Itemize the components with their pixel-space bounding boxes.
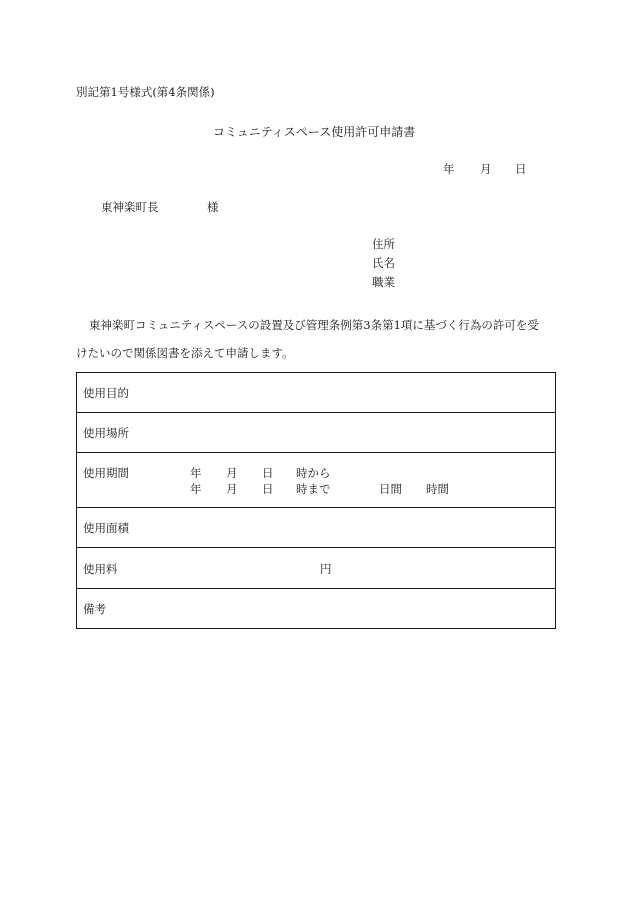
application-table — [76, 372, 556, 629]
period-from-day: 日 — [262, 466, 274, 480]
remarks-label: 備考 — [83, 601, 106, 616]
period-to-month: 月 — [226, 482, 238, 496]
period-to-year: 年 — [190, 482, 202, 496]
period-from-month: 月 — [226, 466, 238, 480]
date-year: 年 — [443, 162, 455, 176]
table-row-purpose — [77, 373, 556, 413]
period-hours: 時間 — [426, 482, 449, 496]
period-from-year: 年 — [190, 466, 202, 480]
area-label: 使用面積 — [83, 520, 129, 535]
period-from-time: 時から — [296, 466, 331, 480]
addressee-honorific: 様 — [207, 200, 219, 214]
addressee-name: 東神楽町長 — [101, 200, 159, 214]
table-row-area — [77, 508, 556, 548]
applicant-name-label: 氏名 — [372, 256, 395, 270]
document-title: コミュニティスペース使用許可申請書 — [213, 125, 416, 139]
fee-unit: 円 — [320, 562, 332, 576]
period-to-day: 日 — [262, 482, 274, 496]
place-label: 使用場所 — [83, 425, 129, 440]
body-line-1: 東神楽町コミュニティスペースの設置及び管理条例第3条第1項に基づく行為の許可を受 — [89, 318, 539, 332]
table-row-period — [77, 453, 556, 508]
table-row-remarks — [77, 589, 556, 629]
fee-label: 使用料 — [83, 562, 118, 576]
period-to-time: 時まで — [296, 482, 331, 496]
purpose-label: 使用目的 — [83, 385, 129, 400]
applicant-address-label: 住所 — [372, 237, 395, 251]
date-day: 日 — [515, 162, 527, 176]
form-id: 別記第1号様式(第4条関係) — [76, 85, 215, 99]
period-label: 使用期間 — [83, 466, 129, 480]
table-row-place — [77, 413, 556, 453]
period-days: 日間 — [379, 482, 402, 496]
date-month: 月 — [480, 162, 492, 176]
applicant-occupation-label: 職業 — [372, 275, 395, 289]
table-row-fee — [77, 548, 556, 589]
body-line-2: けたいので関係図書を添えて申請します。 — [76, 346, 294, 360]
